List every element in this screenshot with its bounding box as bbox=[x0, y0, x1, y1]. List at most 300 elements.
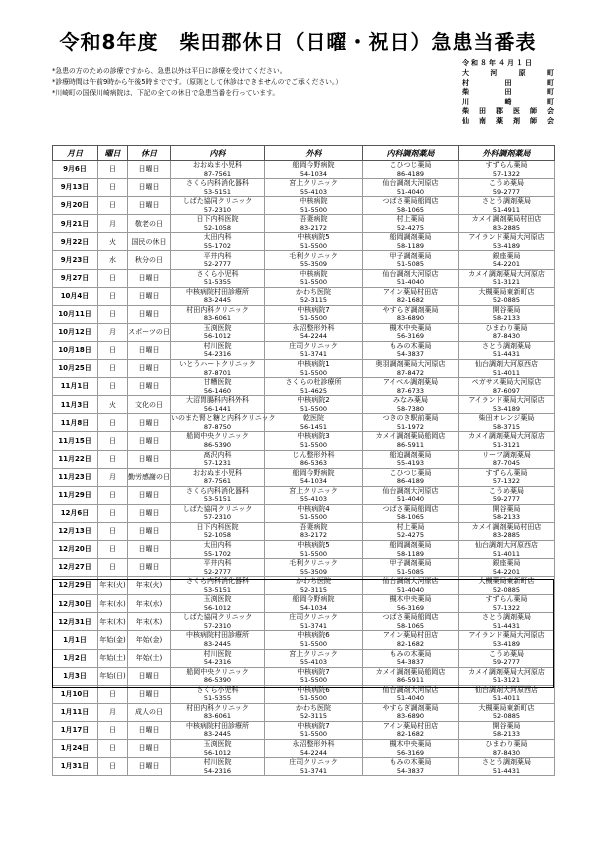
date-cell: 12月13日 bbox=[53, 522, 98, 540]
surgery-clinic-cell bbox=[265, 468, 363, 486]
weekday-cell: 日 bbox=[98, 486, 128, 504]
surgery-pharmacy-cell bbox=[459, 758, 555, 776]
table-row bbox=[53, 432, 555, 450]
facility-name: 大槻薬局東新町店 bbox=[478, 703, 535, 712]
date-cell: 1月3日 bbox=[53, 667, 98, 685]
date-cell: 1月17日 bbox=[53, 721, 98, 739]
table-row bbox=[53, 595, 555, 613]
surgery-pharmacy-cell bbox=[459, 287, 555, 305]
surgery-clinic-cell bbox=[265, 486, 363, 504]
holiday-cell: 敬老の日 bbox=[128, 215, 171, 233]
phone-number: 58-7380 bbox=[396, 404, 425, 413]
facility-name: みなみ薬局 bbox=[393, 396, 428, 405]
phone-number: 57-1322 bbox=[492, 603, 521, 612]
holiday-cell: 日曜日 bbox=[128, 685, 171, 703]
phone-number: 52-1058 bbox=[203, 223, 232, 232]
phone-number: 54-2201 bbox=[492, 260, 521, 269]
surgery-clinic-cell bbox=[265, 215, 363, 233]
facility-name: すずらん薬局 bbox=[485, 468, 528, 477]
phone-number: 58-1065 bbox=[396, 513, 425, 522]
table-row bbox=[53, 251, 555, 269]
facility-name: 庄司クリニック bbox=[289, 758, 338, 767]
phone-number: 51-3741 bbox=[299, 766, 328, 775]
surgery-clinic-cell bbox=[265, 251, 363, 269]
facility-name: 槻木中央薬局 bbox=[389, 323, 432, 332]
phone-number: 52-1058 bbox=[203, 531, 232, 540]
phone-number: 51-4431 bbox=[492, 766, 521, 775]
phone-number: 55-1702 bbox=[203, 241, 232, 250]
phone-number: 59-2777 bbox=[492, 187, 521, 196]
date-cell: 1月2日 bbox=[53, 649, 98, 667]
weekday-cell: 日 bbox=[98, 179, 128, 197]
weekday-cell: 日 bbox=[98, 559, 128, 577]
holiday-cell: 日曜日 bbox=[128, 740, 171, 758]
phone-number: 53-5151 bbox=[203, 585, 232, 594]
table-row bbox=[53, 468, 555, 486]
holiday-cell: 日曜日 bbox=[128, 486, 171, 504]
weekday-cell: 年始(日) bbox=[98, 667, 128, 685]
phone-number: 55-4193 bbox=[396, 459, 425, 468]
phone-number: 52-4275 bbox=[396, 223, 425, 232]
weekday-cell: 月 bbox=[98, 468, 128, 486]
date-cell: 9月13日 bbox=[53, 179, 98, 197]
surgery-pharmacy-cell bbox=[459, 631, 555, 649]
facility-name: いのまた腎と糖と内科クリニック bbox=[171, 414, 276, 423]
facility-name: もみの木薬局 bbox=[389, 758, 432, 767]
internal-clinic-cell bbox=[171, 631, 265, 649]
holiday-cell: 日曜日 bbox=[128, 450, 171, 468]
facility-name: さくら内科消化器科 bbox=[186, 486, 249, 495]
facility-name: 銀座薬局 bbox=[492, 251, 521, 260]
phone-number: 51-5355 bbox=[203, 694, 232, 703]
surgery-pharmacy-cell bbox=[459, 504, 555, 522]
facility-name: カメイ調剤薬局船岡店 bbox=[375, 667, 446, 676]
weekday-cell: 日 bbox=[98, 540, 128, 558]
holiday-cell: 日曜日 bbox=[128, 287, 171, 305]
internal-pharmacy-cell bbox=[363, 577, 459, 595]
surgery-clinic-cell bbox=[265, 577, 363, 595]
internal-pharmacy-cell bbox=[363, 305, 459, 323]
facility-name: やすらぎ調剤薬局 bbox=[382, 305, 439, 314]
facility-name: 仙台調剤大河原店 bbox=[382, 179, 439, 188]
internal-pharmacy-cell bbox=[363, 685, 459, 703]
internal-pharmacy-cell bbox=[363, 341, 459, 359]
holiday-cell: 日曜日 bbox=[128, 269, 171, 287]
phone-number: 86-5911 bbox=[396, 676, 425, 685]
surgery-clinic-cell bbox=[265, 414, 363, 432]
date-cell: 11月8日 bbox=[53, 414, 98, 432]
facility-name: 太田内科 bbox=[203, 541, 232, 550]
date-cell: 11月1日 bbox=[53, 378, 98, 396]
facility-name: 平井内科 bbox=[203, 251, 232, 260]
facility-name: ひまわり薬局 bbox=[485, 740, 528, 749]
internal-pharmacy-cell bbox=[363, 649, 459, 667]
phone-number: 54-1034 bbox=[299, 477, 328, 486]
phone-number: 56-3169 bbox=[396, 748, 425, 757]
phone-number: 54-2244 bbox=[299, 332, 328, 341]
date-cell: 11月23日 bbox=[53, 468, 98, 486]
facility-name: こうめ薬局 bbox=[489, 179, 524, 188]
surgery-pharmacy-cell bbox=[459, 577, 555, 595]
table-row bbox=[53, 504, 555, 522]
facility-name: さとう調剤薬局 bbox=[482, 758, 531, 767]
facility-name: 船岡中央クリニック bbox=[186, 667, 249, 676]
phone-number: 55-3509 bbox=[299, 260, 328, 269]
phone-number: 51-3121 bbox=[492, 440, 521, 449]
facility-name: かわち医院 bbox=[296, 287, 331, 296]
internal-clinic-cell bbox=[171, 685, 265, 703]
holiday-cell: 年末(水) bbox=[128, 595, 171, 613]
surgery-clinic-cell bbox=[265, 540, 363, 558]
surgery-clinic-cell bbox=[265, 305, 363, 323]
facility-name: アイン薬局村田店 bbox=[382, 287, 439, 296]
holiday-cell: 勤労感謝の日 bbox=[128, 468, 171, 486]
internal-clinic-cell bbox=[171, 251, 265, 269]
phone-number: 59-2777 bbox=[492, 658, 521, 667]
facility-name: さくらの杜診療所 bbox=[285, 378, 342, 387]
holiday-cell: 日曜日 bbox=[128, 305, 171, 323]
weekday-cell: 日 bbox=[98, 414, 128, 432]
weekday-cell: 水 bbox=[98, 251, 128, 269]
holiday-cell: 日曜日 bbox=[128, 341, 171, 359]
page-title: 令和8年度 柴田郡休日（日曜・祝日）急患当番表 bbox=[59, 30, 537, 54]
internal-pharmacy-cell bbox=[363, 215, 459, 233]
weekday-cell: 日 bbox=[98, 161, 128, 179]
column-header-holiday: 休日 bbox=[128, 146, 171, 161]
weekday-cell: 年始(金) bbox=[98, 631, 128, 649]
holiday-cell: 成人の日 bbox=[128, 703, 171, 721]
phone-number: 86-5363 bbox=[299, 459, 328, 468]
phone-number: 56-3169 bbox=[396, 332, 425, 341]
phone-number: 58-1065 bbox=[396, 621, 425, 630]
date-cell: 9月6日 bbox=[53, 161, 98, 179]
surgery-clinic-cell bbox=[265, 360, 363, 378]
facility-name: 大槻薬局東新町店 bbox=[478, 577, 535, 586]
weekday-cell: 日 bbox=[98, 758, 128, 776]
facility-name: 村川医院 bbox=[203, 649, 232, 658]
table-row bbox=[53, 667, 555, 685]
organization-name: 川 崎 町 bbox=[462, 97, 554, 106]
phone-number: 53-4189 bbox=[492, 404, 521, 413]
internal-clinic-cell bbox=[171, 667, 265, 685]
date-cell: 1月24日 bbox=[53, 740, 98, 758]
surgery-clinic-cell bbox=[265, 233, 363, 251]
surgery-pharmacy-cell bbox=[459, 360, 555, 378]
weekday-cell: 月 bbox=[98, 703, 128, 721]
facility-name: 中核病院6 bbox=[297, 685, 330, 694]
phone-number: 55-4103 bbox=[299, 658, 328, 667]
phone-number: 83-2445 bbox=[203, 296, 232, 305]
facility-name: 玉渕医院 bbox=[203, 595, 232, 604]
internal-pharmacy-cell bbox=[363, 360, 459, 378]
weekday-cell: 日 bbox=[98, 360, 128, 378]
holiday-cell: 日曜日 bbox=[128, 432, 171, 450]
organization-name: 村 田 町 bbox=[462, 78, 554, 87]
facility-name: 仙台調剤大河原西店 bbox=[475, 685, 538, 694]
internal-pharmacy-cell bbox=[363, 468, 459, 486]
phone-number: 51-4040 bbox=[396, 278, 425, 287]
phone-number: 51-5500 bbox=[299, 205, 328, 214]
facility-name: 宮上クリニック bbox=[289, 649, 338, 658]
date-cell: 10月18日 bbox=[53, 341, 98, 359]
holiday-cell: 日曜日 bbox=[128, 522, 171, 540]
table-row bbox=[53, 161, 555, 179]
phone-number: 51-5500 bbox=[299, 694, 328, 703]
facility-name: 永沼整形外科 bbox=[292, 740, 335, 749]
phone-number: 58-1065 bbox=[396, 205, 425, 214]
internal-clinic-cell bbox=[171, 486, 265, 504]
internal-clinic-cell bbox=[171, 468, 265, 486]
internal-pharmacy-cell bbox=[363, 595, 459, 613]
facility-name: つばさ薬局船岡店 bbox=[382, 197, 439, 206]
facility-name: 中核病院5 bbox=[297, 233, 330, 242]
date-cell: 12月30日 bbox=[53, 595, 98, 613]
facility-name: カメイ調剤薬局大河原店 bbox=[468, 667, 545, 676]
phone-number: 51-5500 bbox=[299, 440, 328, 449]
internal-clinic-cell bbox=[171, 504, 265, 522]
phone-number: 51-5500 bbox=[299, 513, 328, 522]
phone-number: 87-8750 bbox=[203, 422, 232, 431]
phone-number: 51-4011 bbox=[492, 694, 521, 703]
phone-number: 51-5500 bbox=[299, 368, 328, 377]
phone-number: 57-1231 bbox=[203, 459, 232, 468]
facility-name: つきのき駅前薬局 bbox=[382, 414, 439, 423]
facility-name: さとう調剤薬局 bbox=[482, 341, 531, 350]
facility-name: さくら小児科 bbox=[196, 685, 239, 694]
weekday-cell: 日 bbox=[98, 740, 128, 758]
phone-number: 54-2201 bbox=[492, 567, 521, 576]
surgery-clinic-cell bbox=[265, 161, 363, 179]
facility-name: 奥羽調剤薬局大河原店 bbox=[375, 360, 446, 369]
surgery-pharmacy-cell bbox=[459, 649, 555, 667]
surgery-clinic-cell bbox=[265, 667, 363, 685]
weekday-cell: 日 bbox=[98, 341, 128, 359]
date-cell: 11月29日 bbox=[53, 486, 98, 504]
facility-name: 仙台調剤大河原西店 bbox=[475, 541, 538, 550]
phone-number: 51-5500 bbox=[299, 639, 328, 648]
facility-name: 庄司クリニック bbox=[289, 613, 338, 622]
phone-number: 51-5500 bbox=[299, 404, 328, 413]
facility-name: 中核病院村田診療所 bbox=[186, 287, 249, 296]
phone-number: 58-1189 bbox=[396, 241, 425, 250]
surgery-clinic-cell bbox=[265, 522, 363, 540]
surgery-pharmacy-cell bbox=[459, 396, 555, 414]
phone-number: 52-2777 bbox=[203, 260, 232, 269]
surgery-clinic-cell bbox=[265, 269, 363, 287]
facility-name: 船岡中央クリニック bbox=[186, 432, 249, 441]
facility-name: 中核病院7 bbox=[297, 667, 330, 676]
facility-name: 仙台調剤大河原店 bbox=[382, 269, 439, 278]
phone-number: 83-2445 bbox=[203, 639, 232, 648]
date-cell: 9月20日 bbox=[53, 197, 98, 215]
phone-number: 87-6097 bbox=[492, 386, 521, 395]
facility-name: 甘糟医院 bbox=[203, 378, 232, 387]
phone-number: 53-4189 bbox=[492, 639, 521, 648]
internal-pharmacy-cell bbox=[363, 378, 459, 396]
surgery-clinic-cell bbox=[265, 758, 363, 776]
phone-number: 56-3169 bbox=[396, 603, 425, 612]
phone-number: 58-1189 bbox=[396, 549, 425, 558]
phone-number: 52-2777 bbox=[203, 567, 232, 576]
phone-number: 57-1322 bbox=[492, 477, 521, 486]
phone-number: 51-4625 bbox=[299, 386, 328, 395]
phone-number: 82-1682 bbox=[396, 730, 425, 739]
date-cell: 9月27日 bbox=[53, 269, 98, 287]
holiday-cell: 日曜日 bbox=[128, 721, 171, 739]
surgery-clinic-cell bbox=[265, 631, 363, 649]
facility-name: 船岡今野病院 bbox=[292, 595, 335, 604]
date-cell: 1月31日 bbox=[53, 758, 98, 776]
phone-number: 58-2133 bbox=[492, 314, 521, 323]
table-row bbox=[53, 631, 555, 649]
surgery-pharmacy-cell bbox=[459, 323, 555, 341]
facility-name: やすらぎ調剤薬局 bbox=[382, 703, 439, 712]
facility-name: カメイ調剤薬局大河原店 bbox=[468, 269, 545, 278]
facility-name: カメイ調剤薬局村田店 bbox=[471, 522, 542, 531]
phone-number: 51-5085 bbox=[396, 260, 425, 269]
surgery-pharmacy-cell bbox=[459, 197, 555, 215]
internal-pharmacy-cell bbox=[363, 721, 459, 739]
holiday-cell: 日曜日 bbox=[128, 758, 171, 776]
facility-name: 乾医院 bbox=[303, 414, 324, 423]
facility-name: 船迫調剤薬局 bbox=[389, 450, 432, 459]
date-cell: 1月1日 bbox=[53, 631, 98, 649]
table-row bbox=[53, 685, 555, 703]
surgery-clinic-cell bbox=[265, 197, 363, 215]
internal-pharmacy-cell bbox=[363, 179, 459, 197]
facility-name: 日下内科医院 bbox=[196, 522, 239, 531]
internal-clinic-cell bbox=[171, 414, 276, 432]
weekday-cell: 日 bbox=[98, 305, 128, 323]
date-cell: 1月11日 bbox=[53, 703, 98, 721]
weekday-cell: 日 bbox=[98, 197, 128, 215]
table-row bbox=[53, 287, 555, 305]
surgery-clinic-cell bbox=[265, 685, 363, 703]
facility-name: 永沼整形外科 bbox=[292, 323, 335, 332]
weekday-cell: 日 bbox=[98, 721, 128, 739]
weekday-cell: 火 bbox=[98, 396, 128, 414]
note-line: *急患の方のための診療ですから、急患以外は平日に診療を受けてください。 bbox=[52, 67, 287, 75]
internal-pharmacy-cell bbox=[363, 667, 459, 685]
phone-number: 58-3715 bbox=[492, 422, 521, 431]
internal-clinic-cell bbox=[171, 233, 265, 251]
date-cell: 10月12日 bbox=[53, 323, 98, 341]
phone-number: 56-1012 bbox=[203, 332, 232, 341]
phone-number: 56-1460 bbox=[203, 386, 232, 395]
column-header-internal: 内科 bbox=[171, 146, 265, 161]
internal-clinic-cell bbox=[171, 323, 265, 341]
facility-name: 槻木中央薬局 bbox=[389, 740, 432, 749]
facility-name: 中核病院 bbox=[299, 269, 328, 278]
table-row bbox=[53, 703, 555, 721]
phone-number: 51-4040 bbox=[396, 585, 425, 594]
weekday-cell: 日 bbox=[98, 378, 128, 396]
phone-number: 52-0885 bbox=[492, 296, 521, 305]
date-cell: 12月27日 bbox=[53, 559, 98, 577]
phone-number: 83-2172 bbox=[299, 531, 328, 540]
internal-pharmacy-cell bbox=[363, 287, 459, 305]
weekday-cell: 日 bbox=[98, 504, 128, 522]
weekday-cell: 年末(火) bbox=[98, 577, 128, 595]
date-cell: 10月4日 bbox=[53, 287, 98, 305]
column-header-surgery: 外科 bbox=[265, 146, 363, 161]
surgery-clinic-cell bbox=[265, 613, 363, 631]
note-line: *診療時間は午前9時から午後5時までです。（原則として休診はできませんのでご承ください。） bbox=[52, 78, 343, 86]
facility-name: カメイ調剤薬局村田店 bbox=[471, 215, 542, 224]
phone-number: 86-4189 bbox=[396, 169, 425, 178]
facility-name: つばさ薬局船岡店 bbox=[382, 613, 439, 622]
weekday-cell: 日 bbox=[98, 287, 128, 305]
surgery-pharmacy-cell bbox=[459, 179, 555, 197]
internal-pharmacy-cell bbox=[363, 161, 459, 179]
phone-number: 51-4911 bbox=[492, 205, 521, 214]
facility-name: カメイ調剤薬局大河原店 bbox=[468, 432, 545, 441]
internal-pharmacy-cell bbox=[363, 740, 459, 758]
table-row bbox=[53, 305, 555, 323]
weekday-cell: 火 bbox=[98, 233, 128, 251]
facility-name: 村上薬局 bbox=[396, 522, 425, 531]
holiday-cell: 年末(火) bbox=[128, 577, 171, 595]
holiday-cell: 年始(土) bbox=[128, 649, 171, 667]
surgery-clinic-cell bbox=[265, 595, 363, 613]
facility-name: アイン薬局村田店 bbox=[382, 631, 439, 640]
holiday-cell: 年始(金) bbox=[128, 631, 171, 649]
weekday-cell: 日 bbox=[98, 685, 128, 703]
phone-number: 82-1682 bbox=[396, 296, 425, 305]
facility-name: 船岡調剤薬局 bbox=[389, 541, 432, 550]
phone-number: 51-4431 bbox=[492, 350, 521, 359]
facility-name: 中核病院3 bbox=[297, 432, 330, 441]
surgery-clinic-cell bbox=[265, 721, 363, 739]
phone-number: 54-1034 bbox=[299, 169, 328, 178]
surgery-clinic-cell bbox=[265, 450, 363, 468]
phone-number: 83-6061 bbox=[203, 314, 232, 323]
phone-number: 51-3121 bbox=[492, 676, 521, 685]
internal-clinic-cell bbox=[171, 179, 265, 197]
surgery-clinic-cell bbox=[265, 396, 363, 414]
facility-name: 宮上クリニック bbox=[289, 179, 338, 188]
facility-name: 玉渕医院 bbox=[203, 740, 232, 749]
holiday-cell: 日曜日 bbox=[128, 667, 171, 685]
phone-number: 87-6733 bbox=[396, 386, 425, 395]
phone-number: 52-3115 bbox=[299, 712, 328, 721]
column-header-internal-pharmacy: 内科調剤薬局 bbox=[363, 146, 459, 161]
facility-name: 吾妻病院 bbox=[299, 522, 328, 531]
facility-name: 太田内科 bbox=[203, 233, 232, 242]
phone-number: 87-8430 bbox=[492, 748, 521, 757]
phone-number: 86-5911 bbox=[396, 440, 425, 449]
facility-name: 船岡今野病院 bbox=[292, 161, 335, 170]
internal-clinic-cell bbox=[171, 450, 265, 468]
date-cell: 12月20日 bbox=[53, 540, 98, 558]
facility-name: こひつじ薬局 bbox=[389, 161, 432, 170]
facility-name: こうめ薬局 bbox=[489, 649, 524, 658]
phone-number: 55-4103 bbox=[299, 187, 328, 196]
surgery-pharmacy-cell bbox=[459, 341, 555, 359]
table-row bbox=[53, 197, 555, 215]
facility-name: 平井内科 bbox=[203, 559, 232, 568]
internal-pharmacy-cell bbox=[363, 197, 459, 215]
facility-name: 玉渕医院 bbox=[203, 323, 232, 332]
schedule-table bbox=[52, 145, 555, 776]
surgery-pharmacy-cell bbox=[459, 305, 555, 323]
phone-number: 51-3741 bbox=[299, 621, 328, 630]
table-row bbox=[53, 341, 555, 359]
facility-name: 毛利クリニック bbox=[289, 559, 338, 568]
holiday-cell: 日曜日 bbox=[128, 378, 171, 396]
facility-name: じん整形外科 bbox=[292, 450, 335, 459]
phone-number: 54-2316 bbox=[203, 658, 232, 667]
